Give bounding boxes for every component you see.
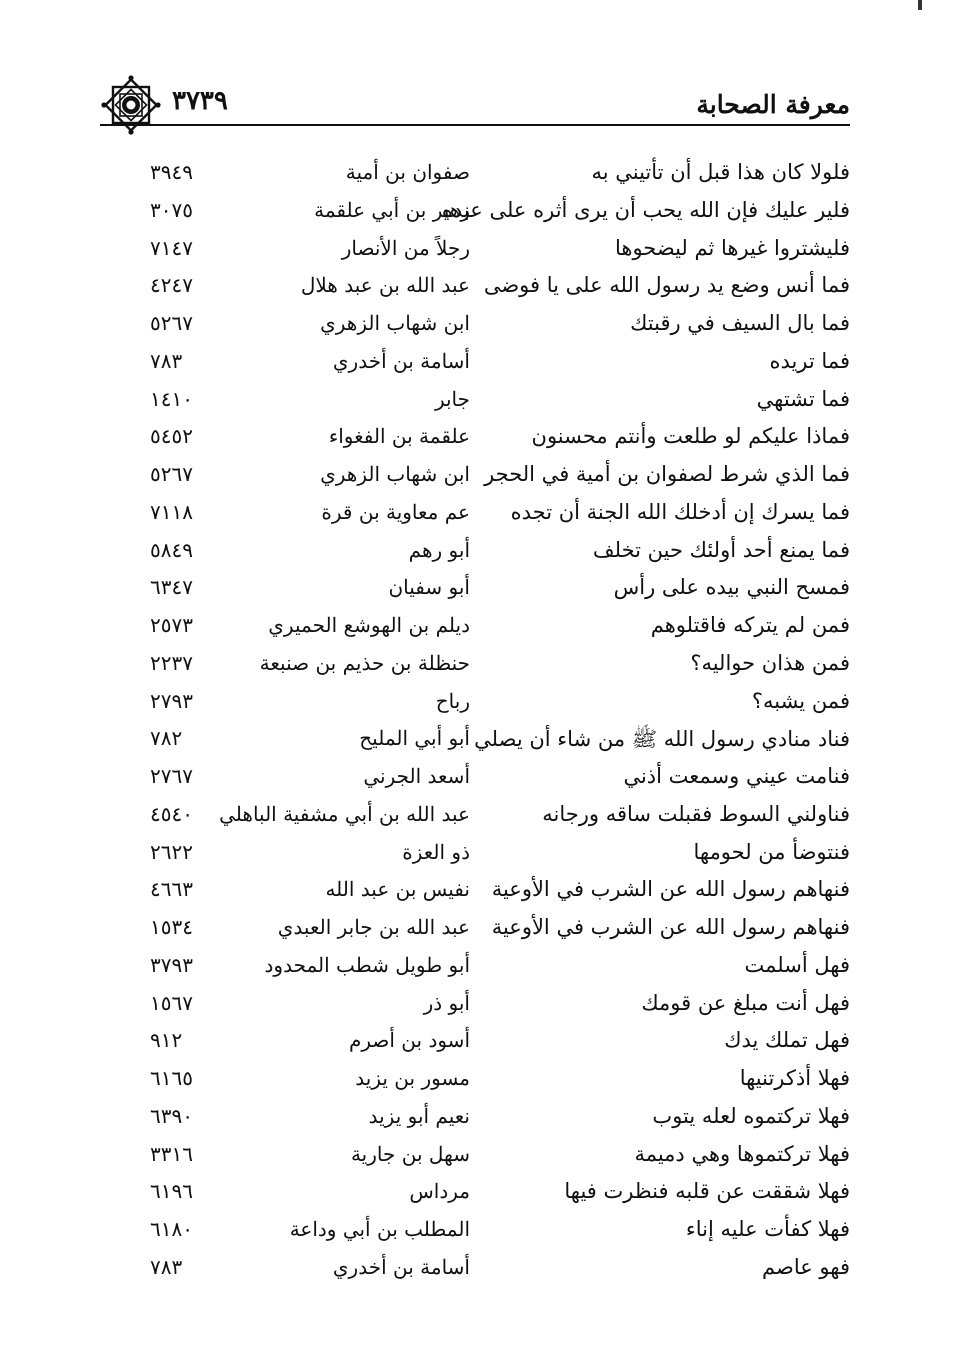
narrator-name: مسور بن يزيد <box>355 1066 470 1090</box>
hadith-number: ٣٩٤٩ <box>150 160 193 184</box>
hadith-number: ٥٤٥٢ <box>150 424 193 449</box>
hadith-number: ٢٧٦٧ <box>150 764 193 788</box>
index-row <box>0 915 962 953</box>
page-header <box>100 84 850 128</box>
narrator-name: عبد الله بن جابر العبدي <box>277 915 470 939</box>
narrator-name: نعيم أبو يزيد <box>368 1103 470 1128</box>
hadith-phrase: فماذا عليكم لو طلعت وأنتم محسنون <box>531 424 850 449</box>
hadith-phrase: فهلا أذكرتنيها <box>739 1066 850 1090</box>
index-row <box>0 651 962 689</box>
hadith-phrase: فهلا كفأت عليه إناء <box>685 1217 850 1241</box>
narrator-name: علقمة بن الفغواء <box>328 424 470 449</box>
index-row <box>0 1142 962 1180</box>
hadith-phrase: فلير عليك فإن الله يحب أن يرى أثره على عبده <box>441 197 850 222</box>
narrator-name: رجلاً من الأنصار <box>341 235 470 260</box>
hadith-phrase: فمن هذان حواليه؟ <box>690 650 850 675</box>
hadith-number: ١٥٣٤ <box>150 915 193 939</box>
narrator-name: أسعد الجرني <box>363 764 470 788</box>
hadith-phrase: فهلا تركتموها وهي دميمة <box>634 1141 850 1166</box>
index-row <box>0 1217 962 1255</box>
narrator-name: ابن شهاب الزهري <box>320 311 470 335</box>
index-row <box>0 1028 962 1066</box>
narrator-name: مرداس <box>409 1179 470 1204</box>
narrator-name: أبو طويل شطب المحدود <box>264 952 470 977</box>
narrator-name: ذو العزة <box>402 839 470 864</box>
index-table <box>0 160 962 1293</box>
index-row <box>0 575 962 613</box>
hadith-number: ١٥٦٧ <box>150 990 193 1015</box>
narrator-name: عبد الله بن عبد هلال <box>300 273 470 298</box>
hadith-number: ٢٢٣٧ <box>150 650 193 675</box>
narrator-name: أبو أبي المليح <box>359 726 470 751</box>
narrator-name: صفوان بن أمية <box>345 160 470 184</box>
hadith-number: ٢٧٩٣ <box>150 688 193 713</box>
hadith-number: ٥٢٦٧ <box>150 462 193 486</box>
hadith-number: ٦١٩٦ <box>150 1179 193 1204</box>
hadith-phrase: فنهاهم رسول الله عن الشرب في الأوعية <box>491 877 850 902</box>
hadith-phrase: فما الذي شرط لصفوان بن أمية في الحجر <box>484 462 850 486</box>
hadith-phrase: فما بال السيف في رقبتك <box>630 311 850 335</box>
hadith-phrase: فهو عاصم <box>762 1254 850 1279</box>
hadith-phrase: فما يسرك إن أدخلك الله الجنة أن تجده <box>510 499 850 524</box>
index-row <box>0 613 962 651</box>
hadith-number: ٢٦٢٢ <box>150 839 193 864</box>
hadith-number: ٧٨٣ <box>150 1254 183 1279</box>
hadith-number: ٢٥٧٣ <box>150 613 193 637</box>
hadith-number: ٥٢٦٧ <box>150 311 193 335</box>
narrator-name: أبو ذر <box>423 990 470 1015</box>
hadith-phrase: فمن لم يتركه فاقتلوهم <box>650 613 850 637</box>
hadith-number: ٦١٨٠ <box>150 1217 193 1241</box>
narrator-name: المطلب بن أبي وداعة <box>289 1217 470 1241</box>
hadith-phrase: فمن يشبه؟ <box>751 688 850 713</box>
index-row <box>0 538 962 576</box>
hadith-number: ٥٨٤٩ <box>150 537 193 562</box>
narrator-name: زهير بن أبي علقمة <box>314 197 470 222</box>
index-row <box>0 424 962 462</box>
index-row <box>0 764 962 802</box>
index-row <box>0 877 962 915</box>
hadith-phrase: فما تريده <box>769 348 850 373</box>
octagonal-rosette-ornament-icon <box>100 74 162 136</box>
index-row <box>0 1104 962 1142</box>
hadith-number: ٧١١٨ <box>150 499 193 524</box>
index-row <box>0 991 962 1029</box>
narrator-name: عم معاوية بن قرة <box>321 499 470 524</box>
hadith-phrase: فهل تملك يدك <box>724 1028 850 1053</box>
hadith-number: ٦٣٩٠ <box>150 1103 193 1128</box>
index-row <box>0 1255 962 1293</box>
page-number: ٣٧٣٩ <box>172 86 228 116</box>
index-row <box>0 160 962 198</box>
header-rule <box>100 124 850 126</box>
hadith-number: ٧٨٢ <box>150 726 183 751</box>
hadith-number: ٤٥٤٠ <box>150 801 193 826</box>
hadith-phrase: فناولني السوط فقبلت ساقه ورجانه <box>542 801 850 826</box>
hadith-phrase: فما يمنع أحد أولئك حين تخلف <box>592 537 850 562</box>
hadith-number: ٣٧٩٣ <box>150 952 193 977</box>
narrator-name: ديلم بن الهوشع الحميري <box>268 613 470 637</box>
narrator-name: أسامة بن أخدري <box>332 1254 470 1279</box>
hadith-phrase: فلولا كان هذا قبل أن تأتيني به <box>591 160 850 184</box>
hadith-number: ٧١٤٧ <box>150 235 193 260</box>
hadith-phrase: فنامت عيني وسمعت أذني <box>623 764 850 788</box>
hadith-number: ١٤١٠ <box>150 386 193 411</box>
index-row <box>0 311 962 349</box>
index-row <box>0 500 962 538</box>
hadith-phrase: فنتوضأ من لحومها <box>693 839 850 864</box>
hadith-number: ٦١٦٥ <box>150 1066 193 1090</box>
hadith-phrase: فنهاهم رسول الله عن الشرب في الأوعية <box>491 915 850 939</box>
hadith-phrase: فمسح النبي بيده على رأس <box>613 575 850 600</box>
narrator-name: رباح <box>435 688 470 713</box>
narrator-name: أبو رهم <box>408 537 470 562</box>
hadith-number: ٤٦٦٣ <box>150 877 193 902</box>
narrator-name: سهل بن جارية <box>350 1141 470 1166</box>
index-row <box>0 1066 962 1104</box>
hadith-phrase: فليشتروا غيرها ثم ليضحوها <box>614 235 850 260</box>
hadith-number: ٣٣١٦ <box>150 1141 193 1166</box>
page-edge-mark <box>918 0 922 10</box>
index-row <box>0 840 962 878</box>
narrator-name: نفيس بن عبد الله <box>325 877 470 902</box>
hadith-phrase: فما أنس وضع يد رسول الله على يا فوضى <box>483 273 850 298</box>
narrator-name: ابن شهاب الزهري <box>320 462 470 486</box>
index-row <box>0 273 962 311</box>
hadith-phrase: فناد منادي رسول الله ﷺ من شاء أن يصلي <box>474 727 850 752</box>
book-title: معرفة الصحابة <box>696 90 850 119</box>
index-row <box>0 462 962 500</box>
index-row <box>0 387 962 425</box>
narrator-name: عبد الله بن أبي مشفية الباهلي <box>219 801 470 826</box>
hadith-number: ٩١٢ <box>150 1028 183 1053</box>
narrator-name: حنظلة بن حذيم بن صنبعة <box>259 650 470 675</box>
narrator-name: جابر <box>434 386 470 411</box>
index-row <box>0 349 962 387</box>
hadith-phrase: فهل أسلمت <box>744 952 850 977</box>
index-row <box>0 236 962 274</box>
index-row <box>0 198 962 236</box>
index-row <box>0 953 962 991</box>
index-row <box>0 1179 962 1217</box>
hadith-number: ٧٨٣ <box>150 348 183 373</box>
hadith-phrase: فهلا تركتموه لعله يتوب <box>652 1103 850 1128</box>
narrator-name: أبو سفيان <box>388 575 470 600</box>
hadith-number: ٣٠٧٥ <box>150 197 193 222</box>
index-row <box>0 726 962 764</box>
hadith-number: ٤٢٤٧ <box>150 273 193 298</box>
hadith-phrase: فما تشتهي <box>756 386 850 411</box>
narrator-name: أسامة بن أخدري <box>332 348 470 373</box>
index-row <box>0 689 962 727</box>
narrator-name: أسود بن أصرم <box>348 1028 470 1053</box>
hadith-phrase: فهلا شققت عن قلبه فنظرت فيها <box>564 1179 850 1204</box>
index-row <box>0 802 962 840</box>
hadith-number: ٦٣٤٧ <box>150 575 193 600</box>
hadith-phrase: فهل أنت مبلغ عن قومك <box>641 990 850 1015</box>
